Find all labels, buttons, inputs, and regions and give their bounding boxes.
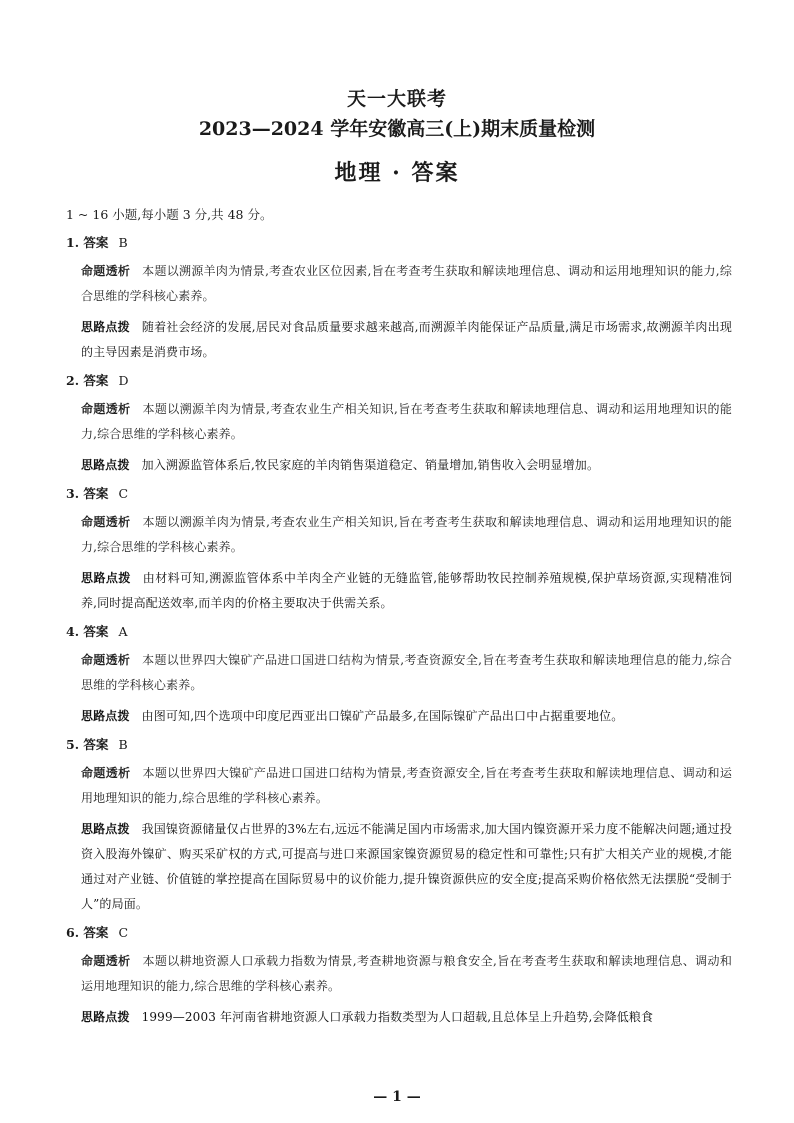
tip-label: 思路点拨 [81,571,131,585]
question-answer-line [66,371,732,391]
analysis-section [81,648,732,698]
answer-label: 答案 [83,925,109,940]
analysis-section [81,761,732,811]
tip-section [81,453,732,478]
question-1 [66,233,732,365]
answer-value: C [118,925,129,940]
question-3 [66,484,732,616]
question-5 [66,735,732,917]
question-number: 2. [66,373,80,388]
question-4 [66,622,732,729]
tip-section [81,704,732,729]
tip-text: 我国镍资源储量仅占世界的3%左右,远远不能满足国内市场需求,加大国内镍资源开采力度不能解决问题;通过投资入股海外镍矿、购买采矿权的方式,可提高与进口来源国家镍资源贸易的稳定性和可靠性;只有扩大相关产业的规模,才能通过对产业链、价值链的掌控提高在国际贸易中的议价能力,提升镍资源供应的安全度;提高采购价格依然无法摆脱“受制于人”的局面。 [81,822,732,911]
question-answer-line [66,923,732,943]
tip-label: 思路点拨 [81,320,130,334]
tip-section [81,566,732,616]
analysis-label: 命题透析 [81,264,131,278]
analysis-label: 命题透析 [81,402,131,416]
tip-section [81,315,732,365]
analysis-label: 命题透析 [81,766,131,780]
question-answer-line [66,735,732,755]
analysis-section [81,259,732,309]
tip-text: 由图可知,四个选项中印度尼西亚出口镍矿产品最多,在国际镍矿产品出口中占据重要地位。 [141,709,624,723]
question-answer-line [66,622,732,642]
analysis-text: 本题以耕地资源人口承载力指数为情景,考查耕地资源与粮食安全,旨在考查考生获取和解读地理信息、调动和运用地理知识的能力,综合思维的学科核心素养。 [81,954,732,993]
analysis-label: 命题透析 [81,653,131,667]
analysis-text: 本题以世界四大镍矿产品进口国进口结构为情景,考查资源安全,旨在考查考生获取和解读地理信息的能力,综合思维的学科核心素养。 [81,653,732,692]
answer-value: A [118,624,128,639]
answer-value: C [118,486,129,501]
answer-value: B [118,737,128,752]
tip-label: 思路点拨 [81,709,130,723]
exam-organizer-title: 天一大联考 [346,88,447,110]
question-number: 4. [66,624,80,639]
answer-content [66,205,732,1036]
question-6 [66,923,732,1030]
tip-text: 随着社会经济的发展,居民对食品质量要求越来越高,而溯源羊肉能保证产品质量,满足市场需求,故溯源羊肉出现的主导因素是消费市场。 [81,320,732,359]
scoring-intro: 1 ~ 16 小题,每小题 3 分,共 48 分。 [66,207,273,222]
tip-label: 思路点拨 [81,822,130,836]
tip-text: 1999—2003 年河南省耕地资源人口承载力指数类型为人口超载,且总体呈上升趋势,会降低粮食 [141,1010,654,1024]
answer-label: 答案 [83,373,109,388]
analysis-label: 命题透析 [81,954,131,968]
tip-text: 由材料可知,溯源监管体系中羊肉全产业链的无缝监管,能够帮助牧民控制养殖规模,保护草场资源,实现精准饲养,同时提高配送效率,而羊肉的价格主要取决于供需关系。 [81,571,732,610]
answer-label: 答案 [83,486,109,501]
analysis-text: 本题以溯源羊肉为情景,考查农业区位因素,旨在考查考生获取和解读地理信息、调动和运用地理知识的能力,综合思维的学科核心素养。 [81,264,732,303]
analysis-label: 命题透析 [81,515,131,529]
page-number: — 1 — [373,1089,421,1105]
question-2 [66,371,732,478]
answer-label: 答案 [83,624,109,639]
subject-title: 地理 · 答案 [334,160,460,186]
analysis-text: 本题以溯源羊肉为情景,考查农业生产相关知识,旨在考查考生获取和解读地理信息、调动和运用地理知识的能力,综合思维的学科核心素养。 [81,402,732,441]
question-number: 5. [66,737,80,752]
analysis-section [81,949,732,999]
tip-label: 思路点拨 [81,1010,130,1024]
tip-section [81,1005,732,1030]
answer-label: 答案 [83,235,109,250]
analysis-section [81,397,732,447]
exam-title: 2023—2024 学年安徽高三(上)期末质量检测 [198,118,596,140]
tip-text: 加入溯源监管体系后,牧民家庭的羊肉销售渠道稳定、销量增加,销售收入会明显增加。 [141,458,600,472]
analysis-section [81,510,732,560]
tip-label: 思路点拨 [81,458,130,472]
answer-value: D [118,373,129,388]
answer-label: 答案 [83,737,109,752]
question-number: 3. [66,486,80,501]
question-number: 6. [66,925,80,940]
question-answer-line [66,233,732,253]
analysis-text: 本题以世界四大镍矿产品进口国进口结构为情景,考查资源安全,旨在考查考生获取和解读地理信息、调动和运用地理知识的能力,综合思维的学科核心素养。 [81,766,732,805]
question-answer-line [66,484,732,504]
tip-section [81,817,732,917]
question-number: 1. [66,235,80,250]
analysis-text: 本题以溯源羊肉为情景,考查农业生产相关知识,旨在考查考生获取和解读地理信息、调动和运用地理知识的能力,综合思维的学科核心素养。 [81,515,732,554]
answer-value: B [118,235,128,250]
